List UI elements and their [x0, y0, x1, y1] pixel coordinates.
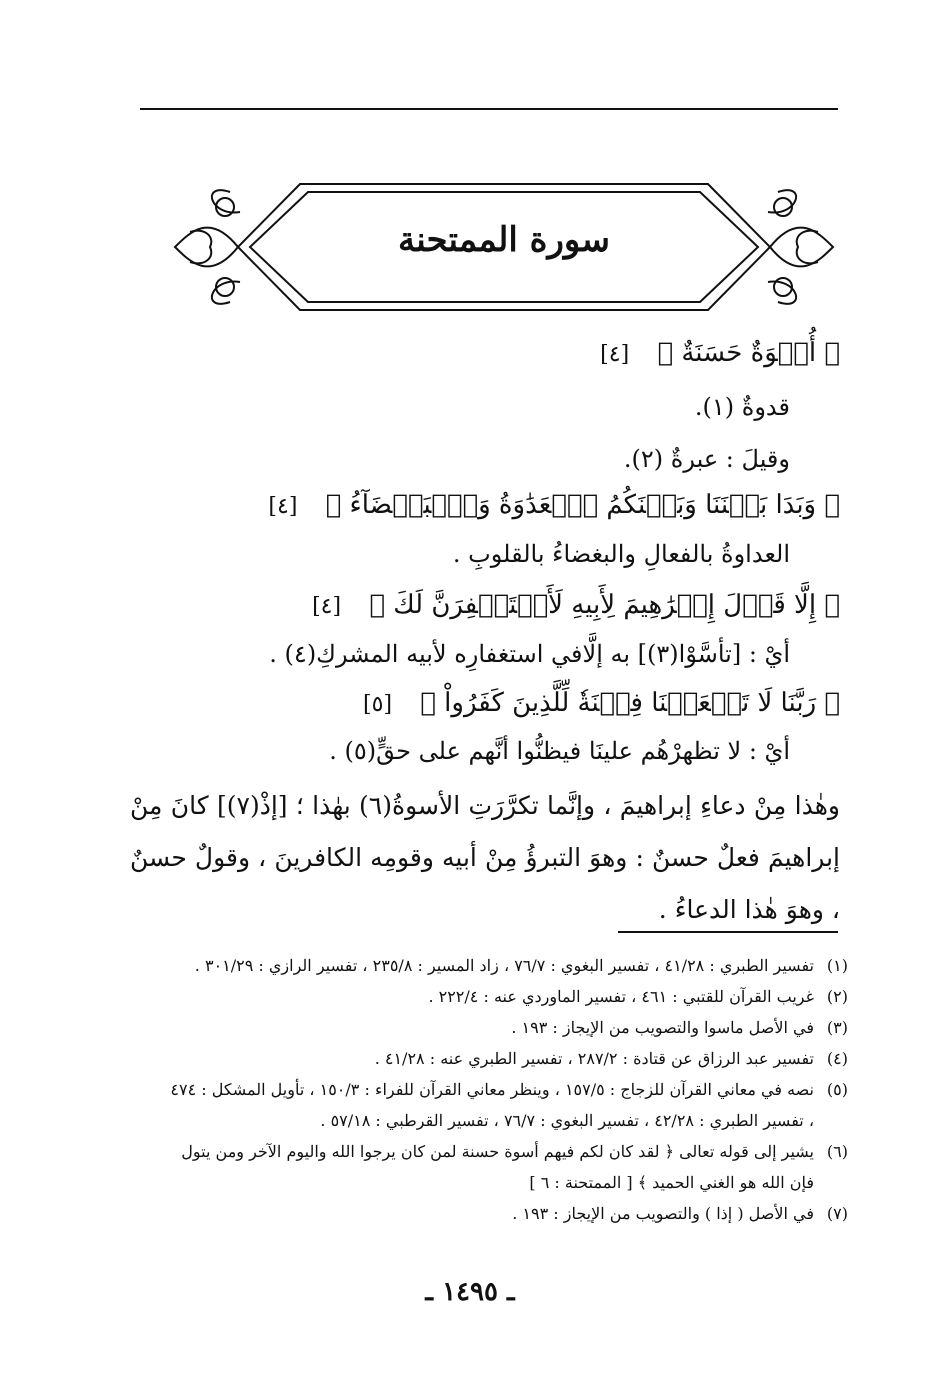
ornament-open-icon: ﴿: [824, 688, 840, 718]
footnote-text: نصه في معاني القرآن للزجاج : ١٥٧/٥ ، وينظر معاني القرآن للفراء : ١٥٠/٣ ، تأويل المشكل : ٤٧٤ ، تفسير الطبري : ٤٢/٢٨ ، تفسير البغوي : ٧٦/٧ ، تفسير القرطبي : ٥٧/١٨ .: [170, 1080, 814, 1130]
ayah-number: [٤]: [268, 494, 298, 519]
verse-line-2: [268, 490, 840, 520]
footnote-item: [165, 1198, 848, 1229]
page-number: ـ ١٤٩٥ ـ: [425, 1277, 515, 1307]
footnote-item: [165, 1136, 848, 1198]
ornament-close-icon: ﴾: [420, 688, 436, 718]
ornament-close-icon: ﴾: [369, 590, 385, 620]
footnote-number: (٣): [826, 1018, 848, 1037]
footnote-text: تفسير الطبري : ٤١/٢٨ ، تفسير البغوي : ٧٦/٧ ، زاد المسير : ٢٣٥/٨ ، تفسير الرازي : ٣٠١/٢٩ .: [194, 956, 814, 975]
verse-text: وَبَدَا بَيۡنَنَا وَبَيۡنَكُمُ ٱلۡعَدَٰوَةُ وَٱلۡبَغۡضَآءُ: [349, 490, 817, 520]
verse-text: أُسۡوَةٌ حَسَنَةٌ: [681, 338, 817, 368]
ayah-number: [٥]: [363, 692, 393, 717]
footnote-number: (٥): [826, 1080, 848, 1099]
footnote-number: (١): [826, 956, 848, 975]
gloss-line-3: العداوةُ بالفعالِ والبغضاءُ بالقلوبِ .: [452, 540, 790, 568]
footnote-item: [165, 1043, 848, 1074]
commentary-paragraph: وهٰذا مِنْ دعاءِ إبراهيمَ ، وإنَّما تكرَّرَتِ الأسوةُ(٦) بهٰذا ؛ [إذْ(٧)] كانَ مِنْ إبراهيمَ فعلٌ حسنٌ : وهوَ التبرؤُ مِنْ أبيه وقومِه الكافرينَ ، وقولٌ حسنٌ ، وهوَ هٰذا الدعاءُ .: [130, 791, 840, 924]
verse-line-1: [600, 338, 840, 368]
footnote-text: في الأصل ماسوا والتصويب من الإيجاز : ١٩٣ .: [511, 1018, 814, 1037]
footnote-text: تفسير عبد الرزاق عن قتادة : ٢٨٧/٢ ، تفسير الطبري عنه : ٤١/٢٨ .: [374, 1049, 814, 1068]
verse-line-4: [363, 688, 840, 718]
footnote-text: غريب القرآن للقتبي : ٤٦١ ، تفسير الماوردي عنه : ٢٢٢/٤ .: [428, 987, 814, 1006]
footnote-number: (٢): [826, 987, 848, 1006]
surah-title: سورة الممتحنة: [398, 220, 610, 260]
surah-banner: [170, 172, 838, 322]
verse-line-3: [312, 590, 840, 620]
ornament-close-icon: ﴾: [657, 338, 674, 368]
ornament-open-icon: ﴿: [824, 490, 840, 520]
footnote-number: (٦): [826, 1142, 848, 1161]
footnote-rule: [618, 931, 838, 933]
verse-text: رَبَّنَا لَا تَجۡعَلۡنَا فِتۡنَةٗ لِّلَّذِينَ كَفَرُواْ: [444, 688, 817, 718]
footnote-item: [165, 950, 848, 981]
ayah-number: [٤]: [600, 342, 630, 367]
gloss-line-4: أيْ : [تأسَّوْا(٣)] به إلَّافي استغفارِه لأبيه المشركِ(٤) .: [269, 640, 790, 668]
ornament-open-icon: ﴿: [824, 338, 840, 368]
header-rule: [140, 108, 838, 110]
footnotes: [165, 950, 848, 1229]
footnote-item: [165, 981, 848, 1012]
footnote-item: [165, 1074, 848, 1136]
ornament-open-icon: ﴿: [824, 590, 840, 620]
ayah-number: [٤]: [312, 594, 342, 619]
footnote-number: (٧): [826, 1204, 848, 1223]
footnote-text: يشير إلى قوله تعالى ﴿ لقد كان لكم فيهم أسوة حسنة لمن كان يرجوا الله واليوم الآخر ومن يتول فإن الله هو الغني الحميد ﴾ [ الممتحنة : ٦ ]: [181, 1142, 814, 1192]
footnote-text: في الأصل ( إذا ) والتصويب من الإيجاز : ١٩٣ .: [512, 1204, 814, 1223]
gloss-line-1: قدوةٌ (١).: [694, 393, 790, 421]
footnote-number: (٤): [826, 1049, 848, 1068]
footnote-item: [165, 1012, 848, 1043]
verse-text: إِلَّا قَوۡلَ إِبۡرَٰهِيمَ لِأَبِيهِ لَأَسۡتَغۡفِرَنَّ لَكَ: [393, 590, 817, 620]
gloss-line-5: أيْ : لا تظهرْهُم علينَا فيظنُّوا أنَّهم على حقٍّ(٥) .: [329, 737, 790, 765]
gloss-line-2: وقيلَ : عبرةٌ (٢).: [623, 445, 790, 473]
ornament-close-icon: ﴾: [325, 490, 342, 520]
